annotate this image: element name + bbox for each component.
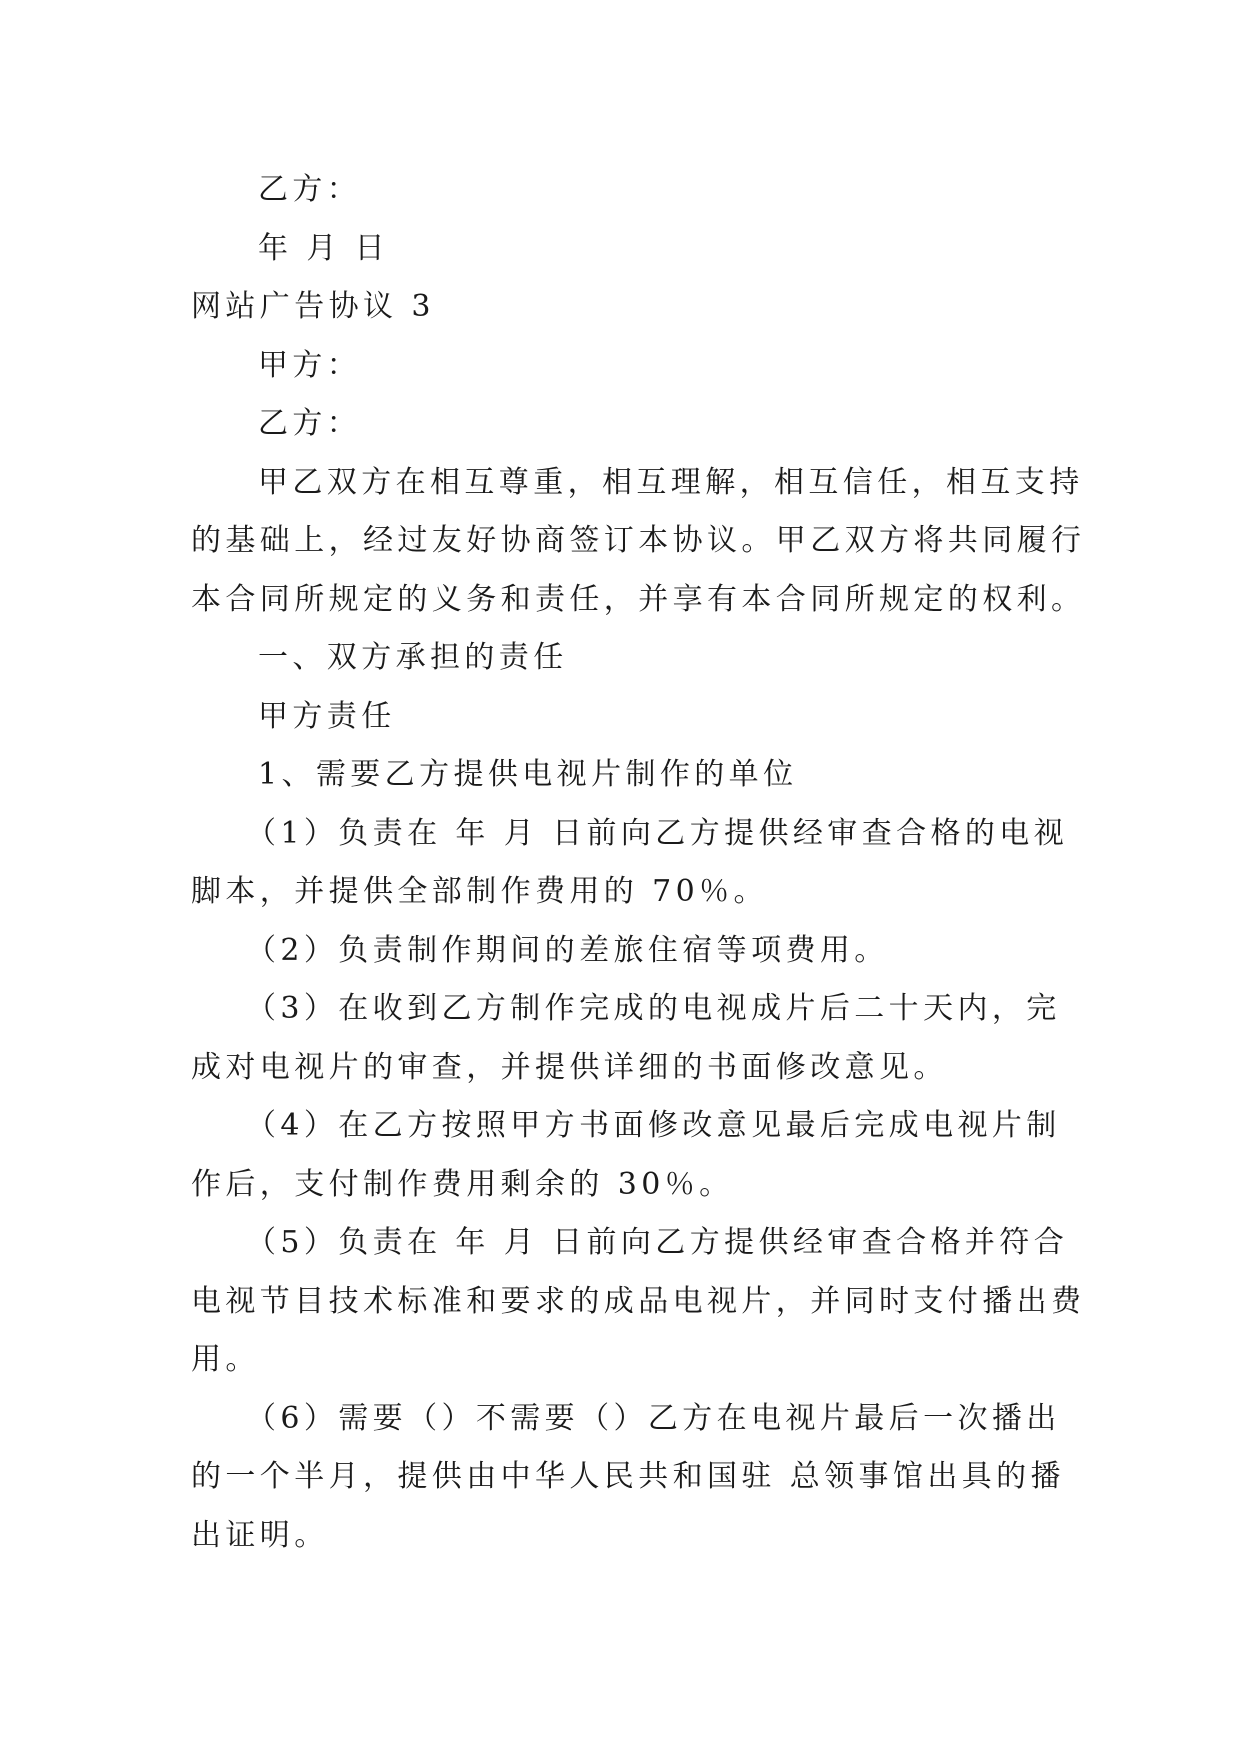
signature-date-line: 年 月 日 <box>258 230 390 266</box>
signature-party-b-label: 乙方： <box>258 172 362 207</box>
preamble-line-3: 本合同所规定的义务和责任，并享有本合同所规定的权利。 <box>191 581 1086 617</box>
clause-1-4-line-1: （4）在乙方按照甲方书面修改意见最后完成电视片制 <box>246 1108 1061 1143</box>
agreement-title: 网站广告协议 3 <box>191 289 435 324</box>
subsection-heading-party-a: 甲方责任 <box>258 698 396 734</box>
clause-1-1-line-1: （1）负责在 年 月 日前向乙方提供经审查合格的电视 <box>246 815 1069 851</box>
party-b-label: 乙方： <box>258 406 362 441</box>
clause-1-heading: 1、需要乙方提供电视片制作的单位 <box>258 757 798 792</box>
document-body <box>191 161 1086 1565</box>
clause-1-4-line-2: 作后，支付制作费用剩余的 30％。 <box>191 1166 734 1202</box>
clause-1-6-line-2: 的一个半月，提供由中华人民共和国驻 总领事馆出具的播 <box>191 1459 1065 1494</box>
clause-1-1-line-2: 脚本，并提供全部制作费用的 70％。 <box>191 874 768 909</box>
preamble-line-1: 甲乙双方在相互尊重，相互理解，相互信任，相互支持 <box>258 464 1084 500</box>
clause-1-6-line-1: （6）需要（）不需要（）乙方在电视片最后一次播出 <box>246 1400 1061 1436</box>
preamble-line-2: 的基础上，经过友好协商签订本协议。甲乙双方将共同履行 <box>191 523 1086 558</box>
party-a-label: 甲方： <box>258 347 362 383</box>
section-heading-responsibilities: 一、双方承担的责任 <box>258 640 568 675</box>
clause-1-5-line-1: （5）负责在 年 月 日前向乙方提供经审查合格并符合 <box>246 1225 1069 1260</box>
clause-1-6-line-3: 出证明。 <box>191 1517 329 1553</box>
clause-1-2: （2）负责制作期间的差旅住宿等项费用。 <box>246 932 889 968</box>
clause-1-3-line-2: 成对电视片的审查，并提供详细的书面修改意见。 <box>191 1049 948 1085</box>
clause-1-5-line-3: 用。 <box>191 1342 260 1377</box>
clause-1-3-line-1: （3）在收到乙方制作完成的电视成片后二十天内，完 <box>246 991 1061 1026</box>
clause-1-5-line-2: 电视节目技术标准和要求的成品电视片，并同时支付播出费 <box>191 1283 1086 1319</box>
